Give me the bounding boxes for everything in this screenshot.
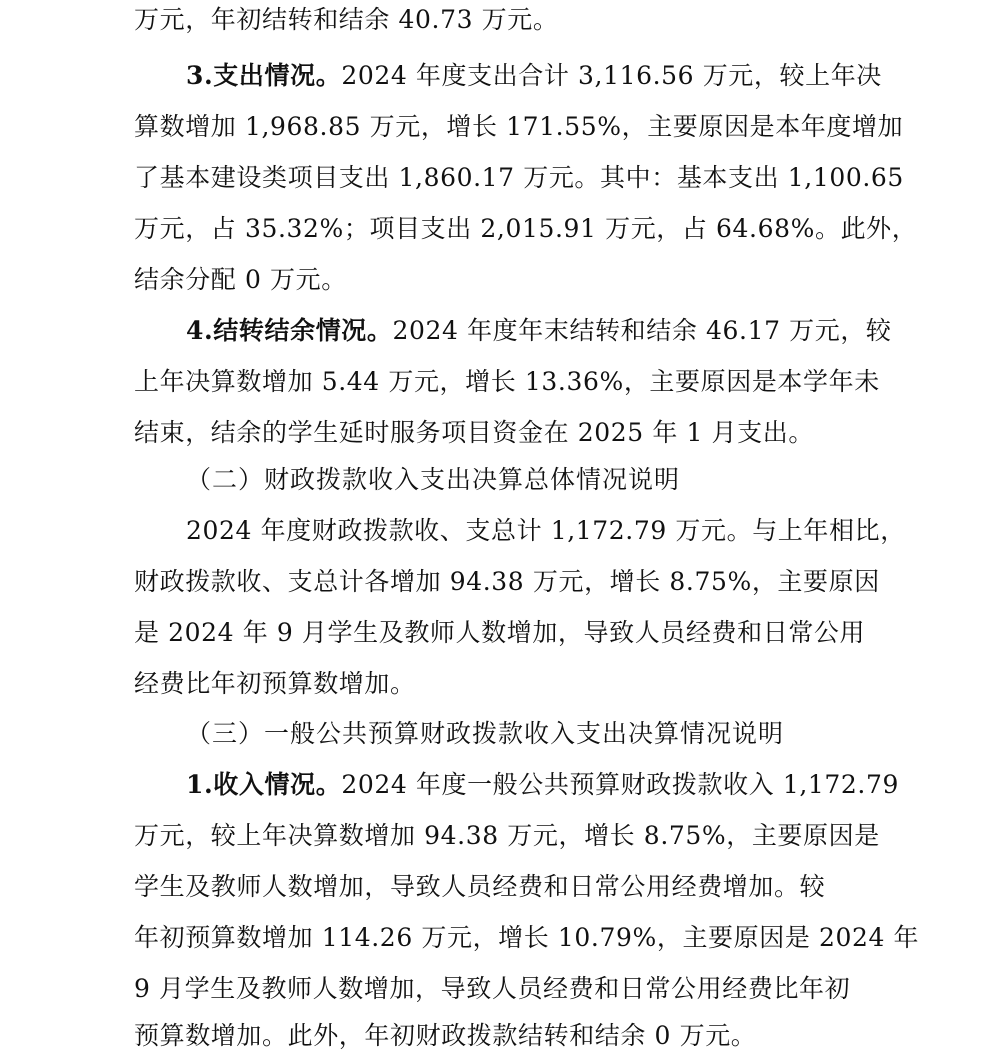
text-line-12 (134, 564, 894, 600)
text-line-3 (134, 109, 904, 145)
text-line-8 (134, 364, 894, 400)
section-4-carryover (186, 313, 946, 349)
section-heading-expenditure: 3.支出情况。 (186, 61, 342, 90)
line-text: 万元，较上年决算数增加 94.38 万元，增长 8.75%，主要原因是 (134, 821, 880, 850)
line-text: 财政拨款收、支总计各增加 94.38 万元，增长 8.75%，主要原因 (134, 567, 880, 596)
text-line-11 (186, 513, 946, 549)
text-line-20 (134, 971, 894, 1007)
text-line-17 (134, 818, 894, 854)
line-text: 上年决算数增加 5.44 万元，增长 13.36%，主要原因是本学年未 (134, 367, 880, 396)
text-line-18 (134, 869, 894, 905)
text-line-21 (134, 1018, 894, 1054)
line-text: 结束，结余的学生延时服务项目资金在 2025 年 1 月支出。 (134, 418, 814, 447)
line-text: 预算数增加。此外，年初财政拨款结转和结余 0 万元。 (134, 1021, 757, 1050)
text-line-13 (134, 615, 894, 651)
line-text: 2024 年度支出合计 3,116.56 万元，较上年决 (341, 61, 882, 90)
line-text: （二）财政拨款收入支出决算总体情况说明 (186, 465, 681, 494)
section-3-expenditure (186, 58, 946, 94)
line-text: 万元，年初结转和结余 40.73 万元。 (134, 5, 559, 34)
text-line-5 (134, 211, 918, 247)
line-text: 算数增加 1,968.85 万元，增长 171.55%，主要原因是本年度增加 (134, 112, 904, 141)
line-text: 学生及教师人数增加，导致人员经费和日常公用经费增加。较 (134, 872, 826, 901)
line-text: 2024 年度年末结转和结余 46.17 万元，较 (392, 316, 892, 345)
text-line-4 (134, 160, 904, 196)
line-text: 是 2024 年 9 月学生及教师人数增加，导致人员经费和日常公用 (134, 618, 866, 647)
line-text: 结余分配 0 万元。 (134, 265, 347, 294)
line-text: 万元，占 35.32%；项目支出 2,015.91 万元，占 64.68%。此外， (134, 214, 918, 243)
line-text: 2024 年度一般公共预算财政拨款收入 1,172.79 (341, 770, 899, 799)
text-line-1 (134, 2, 894, 38)
section-heading-carryover: 4.结转结余情况。 (186, 316, 393, 345)
text-line-9 (134, 415, 894, 451)
text-line-19 (134, 920, 920, 956)
line-text: 了基本建设类项目支出 1,860.17 万元。其中：基本支出 1,100.65 (134, 163, 904, 192)
line-text: 年初预算数增加 114.26 万元，增长 10.79%，主要原因是 2024 年 (134, 923, 920, 952)
line-text: （三）一般公共预算财政拨款收入支出决算情况说明 (186, 719, 785, 748)
line-text: 2024 年度财政拨款收、支总计 1,172.79 万元。与上年相比， (186, 516, 906, 545)
subsection-heading-2 (186, 462, 946, 498)
text-line-14 (134, 666, 894, 702)
text-line-6 (134, 262, 894, 298)
section-heading-income: 1.收入情况。 (186, 770, 342, 799)
line-text: 经费比年初预算数增加。 (134, 669, 416, 698)
subsection-heading-3 (186, 716, 946, 752)
section-1-income (186, 767, 946, 803)
line-text: 9 月学生及教师人数增加，导致人员经费和日常公用经费比年初 (134, 974, 851, 1003)
